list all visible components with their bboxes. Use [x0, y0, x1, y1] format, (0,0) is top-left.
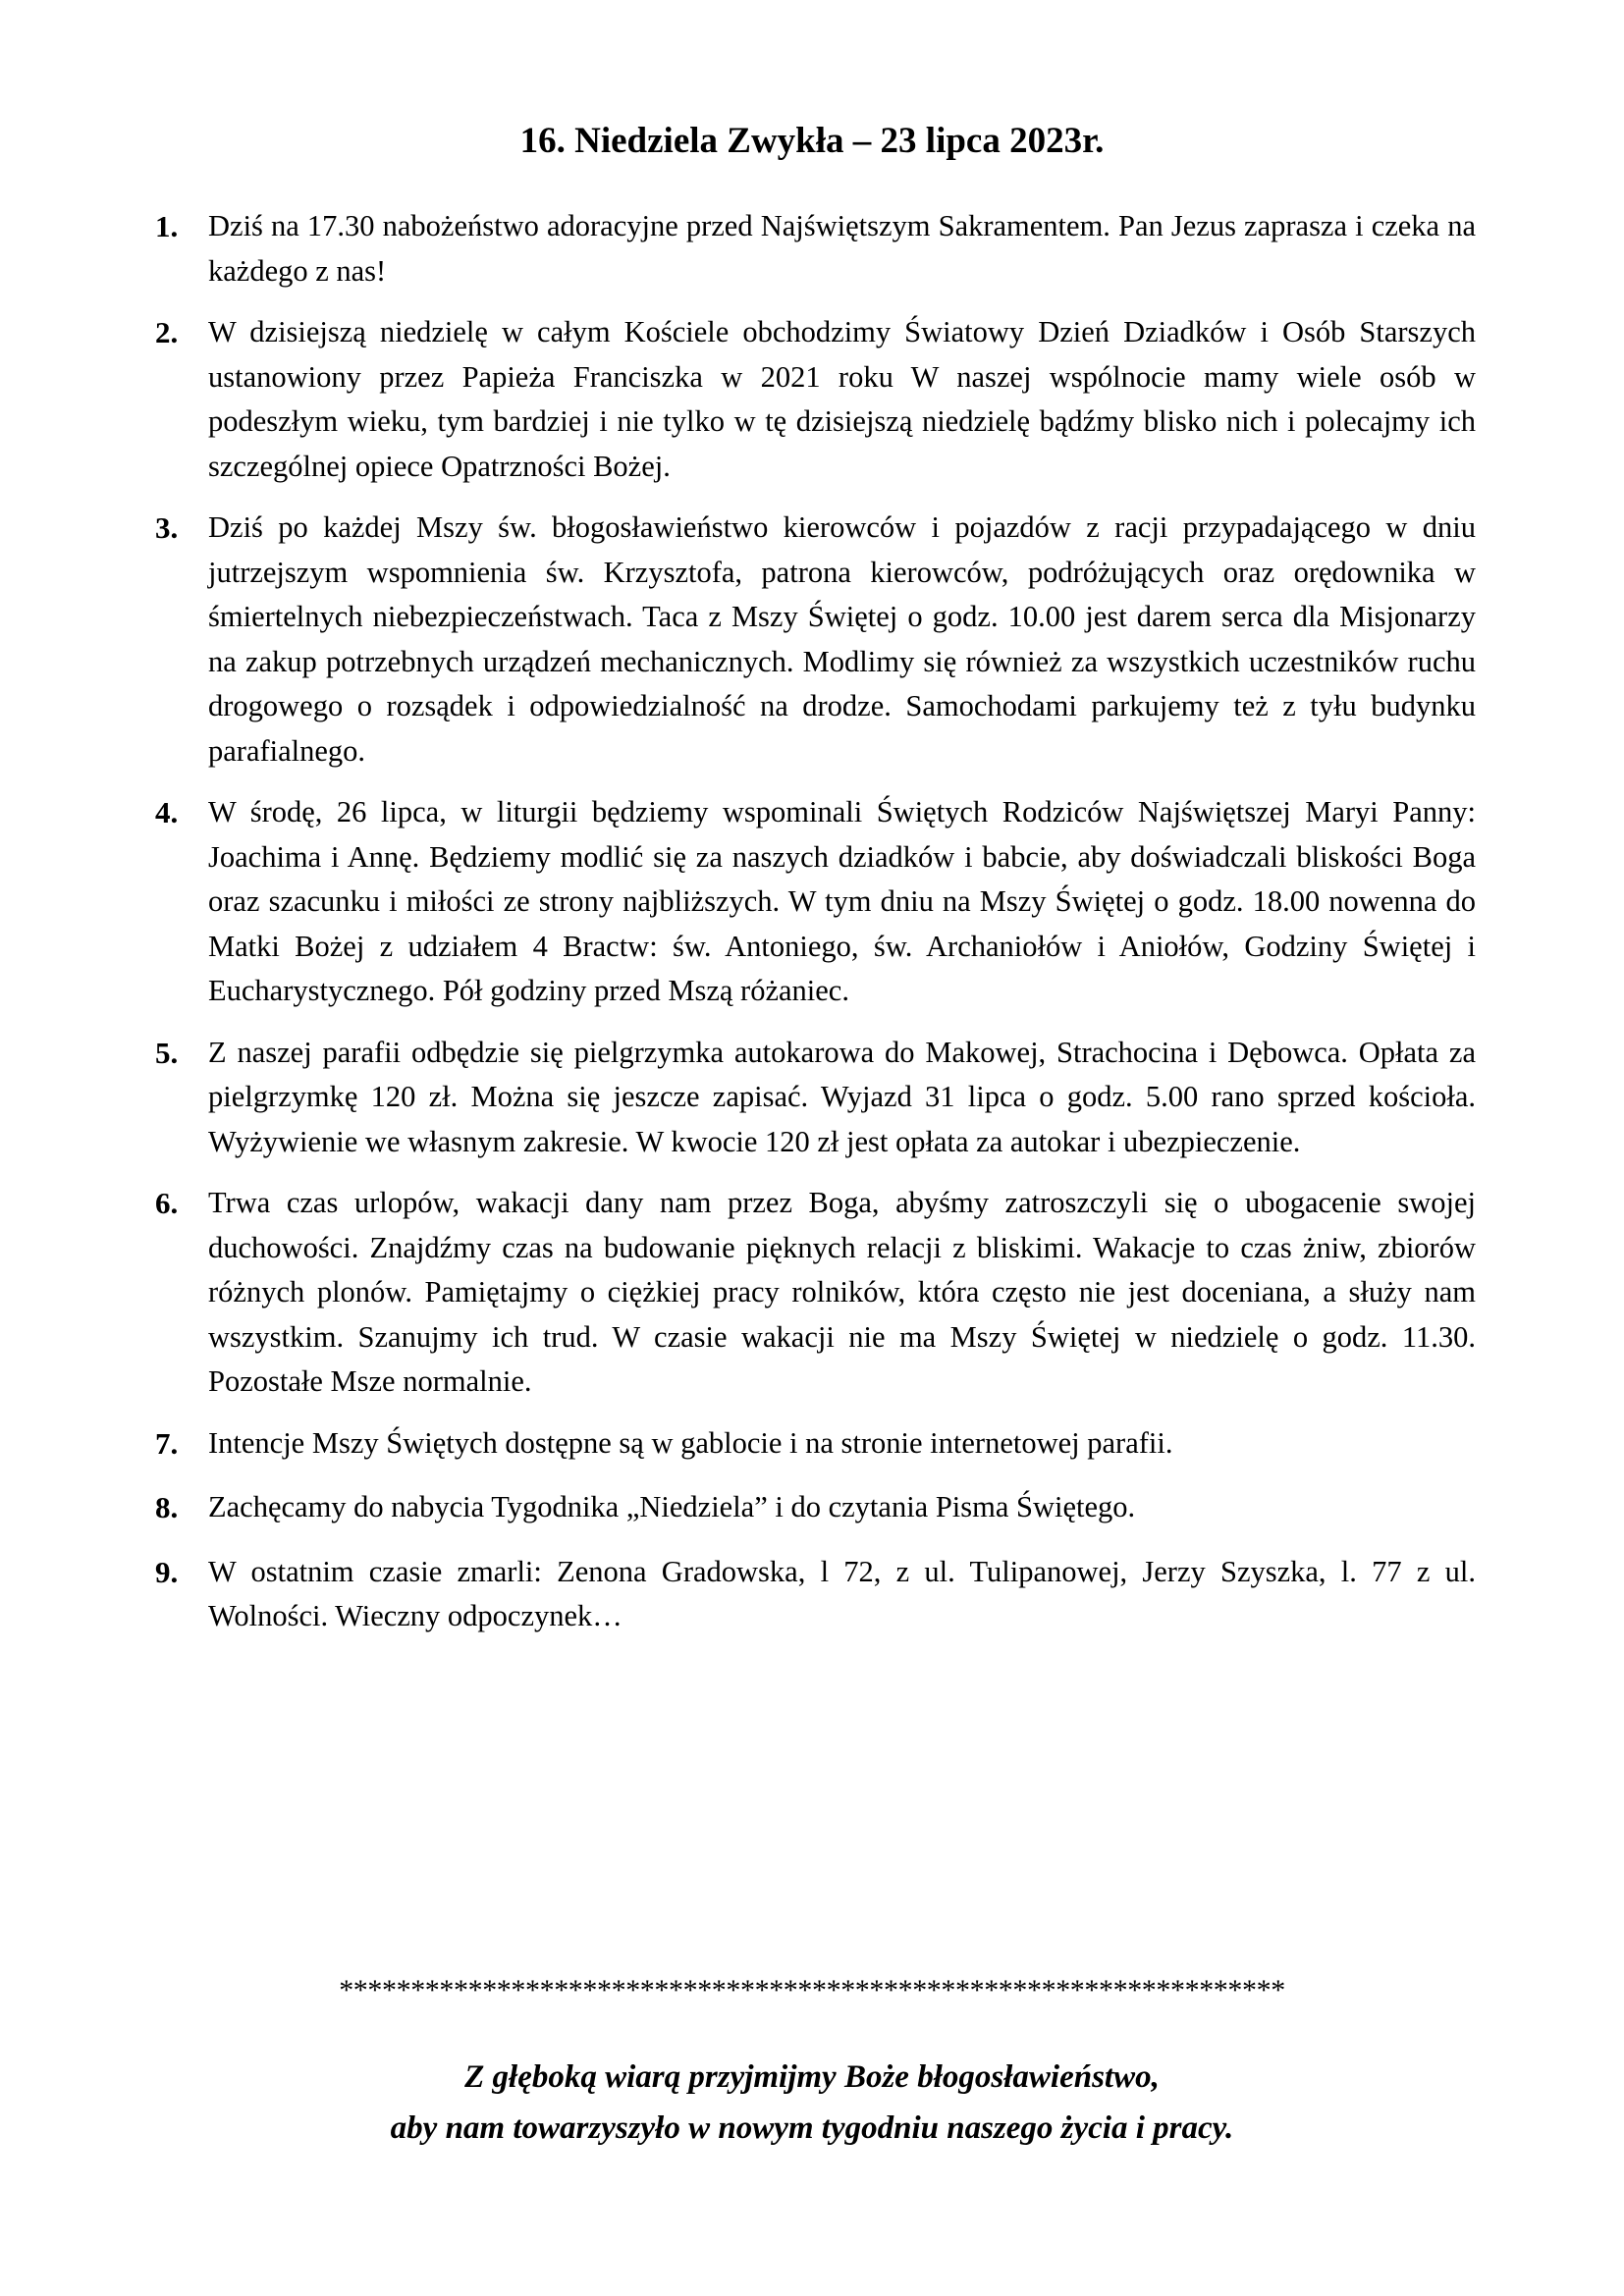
list-item — [155, 1485, 1476, 1530]
list-item — [155, 790, 1476, 1014]
item-text: W środę, 26 lipca, w liturgii będziemy wspominali Świętych Rodziców Najświętszej Maryi Panny: Joachima i Annę. Będziemy modlić się za naszych dziadków i babcie, aby doświadczali bliskości Boga oraz szacunku i miłości ze strony najbliższych. W tym dniu na Mszy Świętej o godz. 18.00 nowenna do Matki Bożej z udziałem 4 Bractw: św. Antoniego, św. Archaniołów i Aniołów, Godziny Świętej i Eucharystycznego. Pół godziny przed Mszą różaniec. — [208, 795, 1476, 1007]
item-text: Dziś po każdej Mszy św. błogosławieństwo kierowców i pojazdów z racji przypadającego w dniu jutrzejszym wspomnienia św. Krzysztofa, patrona kierowców, podróżujących oraz orędownika w śmiertelnych niebezpieczeństwach. Taca z Mszy Świętej o godz. 10.00 jest darem serca dla Misjonarzy na zakup potrzebnych urządzeń mechanicznych. Modlimy się również za wszystkich uczestników ruchu drogowego o rozsądek i odpowiedzialność na drodze. Samochodami parkujemy też z tyłu budynku parafialnego. — [208, 510, 1476, 768]
item-number: 6. — [155, 1186, 179, 1220]
item-text: Trwa czas urlopów, wakacji dany nam przez Boga, abyśmy zatroszczyli się o ubogacenie swojej duchowości. Znajdźmy czas na budowanie pięknych relacji z bliskimi. Wakacje to czas żniw, zbiorów różnych plonów. Pamiętajmy o ciężkiej pracy rolników, która często nie jest doceniana, a służy nam wszystkim. Szanujmy ich trud. W czasie wakacji nie ma Mszy Świętej w niedzielę o godz. 11.30. Pozostałe Msze normalnie. — [208, 1186, 1476, 1398]
list-item — [155, 1550, 1476, 1639]
item-text: W ostatnim czasie zmarli: Zenona Gradowska, l 72, z ul. Tulipanowej, Jerzy Szyszka, l. 77 z ul. Wolności. Wieczny odpoczynek… — [208, 1554, 1476, 1632]
item-text: Z naszej parafii odbędzie się pielgrzymka autokarowa do Makowej, Strachocina i Dębowca. Opłata za pielgrzymkę 120 zł. Można się jeszcze zapisać. Wyjazd 31 lipca o godz. 5.00 rano sprzed kościoła. Wyżywienie we własnym zakresie. W kwocie 120 zł jest opłata za autokar i ubezpieczenie. — [208, 1035, 1476, 1158]
closing-line-1: Z głęboką wiarą przyjmijmy Boże błogosławieństwo, — [464, 2059, 1160, 2095]
list-item — [155, 506, 1476, 774]
item-text: Dziś na 17.30 nabożeństwo adoracyjne przed Najświętszym Sakramentem. Pan Jezus zaprasza i czeka na każdego z nas! — [208, 209, 1476, 288]
item-text: W dzisiejszą niedzielę w całym Kościele obchodzimy Światowy Dzień Dziadków i Osób Starszych ustanowiony przez Papieża Franciszka w 2021 roku W naszej wspólnocie mamy wiele osób w podeszłym wieku, tym bardziej i nie tylko w tę dzisiejszą niedzielę bądźmy blisko nich i polecajmy ich szczególnej opiece Opatrzności Bożej. — [208, 315, 1476, 483]
asterisk-divider: ****************************************************************** — [339, 1974, 1285, 2006]
item-text: Zachęcamy do nabycia Tygodnika „Niedziela” i do czytania Pisma Świętego. — [208, 1490, 1136, 1523]
item-number: 9. — [155, 1554, 179, 1589]
closing-line-2: aby nam towarzyszyło w nowym tygodniu naszego życia i pracy. — [390, 2110, 1234, 2146]
list-item — [155, 204, 1476, 294]
item-number: 1. — [155, 209, 179, 243]
closing-blessing — [0, 2052, 1624, 2154]
list-item — [155, 1421, 1476, 1467]
list-item — [155, 1031, 1476, 1165]
item-number: 8. — [155, 1490, 179, 1524]
page-title: 16. Niedziela Zwykła – 23 lipca 2023r. — [519, 121, 1105, 161]
list-item — [155, 310, 1476, 489]
item-text: Intencje Mszy Świętych dostępne są w gablocie i na stronie internetowej parafii. — [208, 1425, 1173, 1460]
item-number: 3. — [155, 510, 179, 545]
list-item — [155, 1181, 1476, 1405]
announcements-list — [155, 204, 1476, 1656]
item-number: 4. — [155, 795, 179, 829]
item-number: 2. — [155, 315, 179, 349]
item-number: 7. — [155, 1425, 179, 1461]
item-number: 5. — [155, 1035, 179, 1070]
